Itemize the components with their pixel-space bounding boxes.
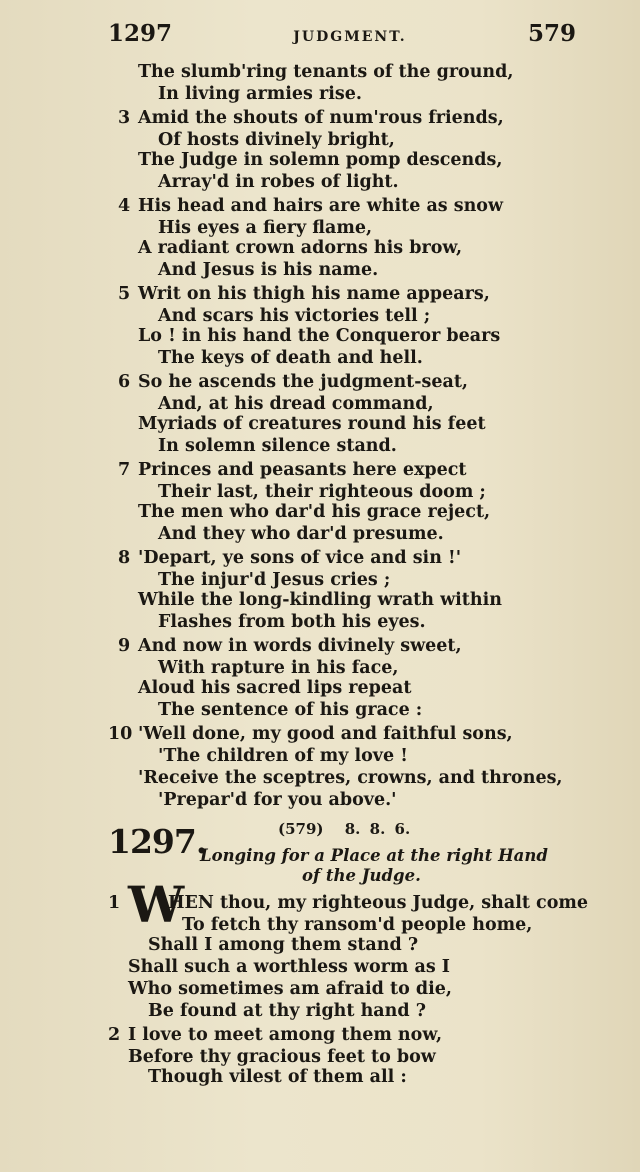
drop-cap: W	[128, 875, 185, 934]
verse-line: Writ on his thigh his name appears,	[138, 284, 490, 304]
verse-line: 'The children of my love !	[158, 746, 408, 766]
page-reference: (579)	[278, 820, 324, 838]
verse-line: Their last, their righteous doom ;	[158, 482, 486, 502]
verse-line: So he ascends the judgment-seat,	[138, 372, 469, 392]
verse-line: To fetch thy ransom'd people home,	[182, 915, 533, 935]
verse-line: Who sometimes am afraid to die,	[128, 979, 452, 999]
verse-line: The keys of death and hell.	[158, 348, 423, 368]
verse-line: I love to meet among them now,	[128, 1025, 443, 1045]
verse-line: 'Well done, my good and faithful sons,	[138, 724, 513, 744]
page-number: 579	[527, 20, 576, 47]
verse-line: Amid the shouts of num'rous friends,	[138, 108, 504, 128]
stanza-number: 6	[118, 372, 131, 392]
verse-line: The sentence of his grace :	[158, 700, 423, 720]
verse-line: While the long-kindling wrath within	[138, 590, 502, 610]
verse-line: 'Receive the sceptres, crowns, and thrones,	[138, 768, 563, 788]
page-header	[108, 20, 576, 50]
verse-line: Of hosts divinely bright,	[158, 130, 395, 150]
stanza-number: 4	[118, 196, 131, 216]
stanza-number: 10	[108, 724, 133, 744]
verse-line: Lo ! in his hand the Conqueror bears	[138, 326, 501, 346]
verse-line: HEN thou, my righteous Judge, shalt come	[168, 893, 589, 913]
stanza-number: 8	[118, 548, 131, 568]
stanza-number: 5	[118, 284, 131, 304]
verse-line: The Judge in solemn pomp descends,	[138, 150, 503, 170]
verse-line: His head and hairs are white as snow	[138, 196, 504, 216]
verse-line: 'Depart, ye sons of vice and sin !'	[138, 548, 462, 568]
stanza-number: 2	[108, 1025, 121, 1045]
verse-line: Shall such a worthless worm as I	[128, 957, 450, 977]
verse-line: Before thy gracious feet to bow	[128, 1047, 436, 1067]
verse-line: And Jesus is his name.	[158, 260, 379, 280]
verse-line: Be found at thy right hand ?	[148, 1001, 426, 1021]
stanza-number: 1	[108, 893, 121, 913]
hymn-meta	[278, 820, 410, 838]
verse-line: Though vilest of them all :	[148, 1067, 407, 1087]
stanza-number: 9	[118, 636, 131, 656]
verse-line: Shall I among them stand ?	[148, 935, 419, 955]
verse-line: The injur'd Jesus cries ;	[158, 570, 391, 590]
verse-line: His eyes a fiery flame,	[158, 218, 373, 238]
verse-line: In solemn silence stand.	[158, 436, 397, 456]
verse-line: And now in words divinely sweet,	[138, 636, 462, 656]
hymn-title: of the Judge.	[302, 866, 421, 885]
verse-line: Aloud his sacred lips repeat	[138, 678, 412, 698]
continuation-line: The slumb'ring tenants of the ground,	[138, 62, 514, 82]
header-hymn-number: 1297	[108, 20, 173, 47]
verse-line: And they who dar'd presume.	[158, 524, 444, 544]
verse-line: Myriads of creatures round his feet	[138, 414, 486, 434]
hymn-title: Longing for a Place at the right Hand	[200, 846, 548, 865]
stanza-number: 7	[118, 460, 131, 480]
verse-line: Array'd in robes of light.	[158, 172, 399, 192]
verse-line: And scars his victories tell ;	[158, 306, 431, 326]
verse-line: With rapture in his face,	[158, 658, 399, 678]
verse-line: The men who dar'd his grace reject,	[138, 502, 491, 522]
hymn-number: 1297.	[108, 822, 207, 861]
verse-line: 'Prepar'd for you above.'	[158, 790, 397, 810]
stanza-number: 3	[118, 108, 131, 128]
continuation-line: In living armies rise.	[158, 84, 362, 104]
running-title: JUDGMENT.	[293, 29, 407, 45]
verse-line: And, at his dread command,	[158, 394, 434, 414]
verse-line: Flashes from both his eyes.	[158, 612, 426, 632]
meter: 8. 8. 6.	[344, 820, 411, 838]
verse-line: A radiant crown adorns his brow,	[138, 238, 463, 258]
verse-line: Princes and peasants here expect	[138, 460, 467, 480]
